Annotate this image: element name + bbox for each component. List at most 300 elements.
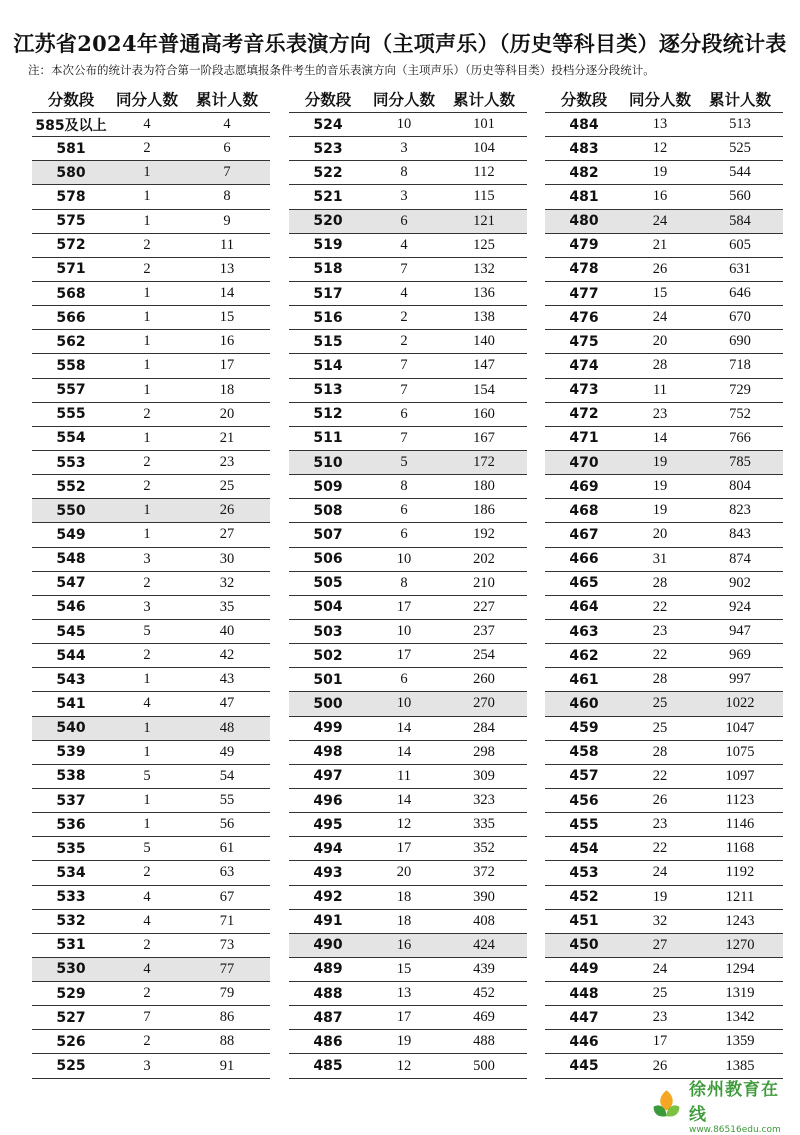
table-row bbox=[545, 619, 783, 643]
cumulative-count-cell: 16 bbox=[219, 333, 235, 350]
same-count-cell: 13 bbox=[652, 116, 668, 133]
score-column-3 bbox=[545, 88, 783, 1079]
leaf-logo-icon bbox=[648, 1086, 685, 1124]
score-cell: 557 bbox=[56, 382, 86, 399]
table-row bbox=[289, 595, 527, 619]
table-row bbox=[32, 233, 270, 257]
table-row bbox=[32, 860, 270, 884]
score-cell: 491 bbox=[313, 913, 343, 930]
same-count-cell: 2 bbox=[400, 309, 408, 326]
cumulative-count-cell: 584 bbox=[729, 212, 751, 229]
score-cell: 492 bbox=[313, 889, 343, 906]
table-row bbox=[32, 112, 270, 136]
same-count-cell: 3 bbox=[400, 140, 408, 157]
same-count-cell: 1 bbox=[143, 719, 151, 736]
score-cell: 512 bbox=[313, 406, 343, 423]
cumulative-count-cell: 1211 bbox=[725, 888, 755, 905]
score-cell: 451 bbox=[569, 913, 599, 930]
table-row bbox=[289, 305, 527, 329]
score-cell: 540 bbox=[56, 720, 86, 737]
table-row bbox=[289, 836, 527, 860]
score-cell: 456 bbox=[569, 792, 599, 809]
cumulative-count-cell: 766 bbox=[729, 429, 751, 446]
table-row bbox=[289, 233, 527, 257]
score-cell: 470 bbox=[569, 454, 599, 471]
same-count-cell: 6 bbox=[400, 502, 408, 519]
cumulative-count-cell: 1294 bbox=[725, 960, 755, 977]
same-count-cell: 23 bbox=[652, 816, 668, 833]
table-row bbox=[289, 909, 527, 933]
score-cell: 515 bbox=[313, 333, 343, 350]
watermark-url: www.86516edu.com bbox=[688, 1125, 781, 1135]
score-cell: 495 bbox=[313, 816, 343, 833]
same-count-cell: 19 bbox=[396, 1033, 412, 1050]
score-cell: 502 bbox=[313, 647, 343, 664]
same-count-cell: 21 bbox=[652, 236, 668, 253]
page-title: 江苏省2024年普通高考音乐表演方向（主项声乐）（历史等科目类）逐分段统计表 bbox=[13, 31, 787, 56]
table-row bbox=[289, 667, 527, 691]
table-row bbox=[545, 595, 783, 619]
same-count-cell: 12 bbox=[396, 1057, 412, 1074]
column-header bbox=[289, 88, 527, 110]
same-count-cell: 2 bbox=[143, 478, 151, 495]
same-count-cell: 10 bbox=[396, 695, 412, 712]
table-row bbox=[289, 1005, 527, 1029]
cumulative-count-cell: 1022 bbox=[725, 695, 755, 712]
table-row bbox=[32, 184, 270, 208]
header-score: 分数段 bbox=[560, 91, 608, 109]
same-count-cell: 26 bbox=[652, 792, 668, 808]
cumulative-count-cell: 298 bbox=[473, 743, 495, 760]
same-count-cell: 28 bbox=[652, 574, 668, 591]
same-count-cell: 17 bbox=[396, 840, 412, 857]
score-cell: 462 bbox=[569, 647, 599, 664]
cumulative-count-cell: 902 bbox=[729, 574, 751, 591]
same-count-cell: 7 bbox=[143, 1009, 151, 1026]
table-row bbox=[32, 136, 270, 160]
cumulative-count-cell: 73 bbox=[219, 936, 235, 953]
same-count-cell: 5 bbox=[143, 767, 151, 784]
same-count-cell: 17 bbox=[396, 598, 412, 615]
same-count-cell: 32 bbox=[652, 912, 668, 929]
table-row bbox=[32, 450, 270, 474]
same-count-cell: 10 bbox=[396, 623, 412, 640]
table-row bbox=[289, 281, 527, 305]
cumulative-count-cell: 136 bbox=[473, 285, 495, 302]
score-cell: 553 bbox=[56, 454, 86, 471]
table-row bbox=[289, 740, 527, 764]
same-count-cell: 15 bbox=[652, 285, 668, 302]
table-row bbox=[289, 329, 527, 353]
same-count-cell: 19 bbox=[652, 888, 668, 905]
cumulative-count-cell: 104 bbox=[473, 140, 495, 157]
same-count-cell: 26 bbox=[652, 260, 668, 277]
same-count-cell: 12 bbox=[652, 140, 668, 157]
table-row bbox=[545, 522, 783, 546]
cumulative-count-cell: 690 bbox=[729, 333, 751, 350]
cumulative-count-cell: 27 bbox=[219, 526, 235, 543]
table-row bbox=[289, 160, 527, 184]
same-count-cell: 8 bbox=[400, 164, 408, 181]
score-cell: 453 bbox=[569, 864, 599, 881]
score-cell: 497 bbox=[313, 768, 343, 785]
same-count-cell: 13 bbox=[396, 985, 412, 1002]
cumulative-count-cell: 32 bbox=[219, 574, 235, 591]
score-cell: 572 bbox=[56, 237, 86, 254]
table-row bbox=[32, 764, 270, 788]
score-cell: 549 bbox=[56, 526, 86, 543]
cumulative-count-cell: 874 bbox=[729, 550, 751, 567]
table-row bbox=[32, 1053, 270, 1077]
header-cumulative-count: 累计人数 bbox=[195, 91, 258, 109]
same-count-cell: 2 bbox=[143, 936, 151, 953]
cumulative-count-cell: 718 bbox=[729, 357, 751, 374]
table-row bbox=[289, 764, 527, 788]
table-row bbox=[545, 716, 783, 740]
cumulative-count-cell: 71 bbox=[219, 912, 235, 929]
table-row bbox=[32, 209, 270, 233]
cumulative-count-cell: 1359 bbox=[725, 1033, 755, 1050]
same-count-cell: 25 bbox=[652, 985, 668, 1002]
score-cell: 506 bbox=[313, 551, 343, 568]
table-row bbox=[289, 450, 527, 474]
table-row bbox=[32, 378, 270, 402]
cumulative-count-cell: 1146 bbox=[725, 816, 755, 833]
score-cell: 523 bbox=[313, 140, 343, 157]
cumulative-count-cell: 631 bbox=[729, 260, 751, 277]
cumulative-count-cell: 469 bbox=[473, 1009, 495, 1026]
same-count-cell: 12 bbox=[396, 816, 412, 833]
same-count-cell: 2 bbox=[143, 260, 151, 277]
same-count-cell: 18 bbox=[396, 912, 412, 929]
same-count-cell: 3 bbox=[143, 598, 151, 615]
score-cell: 507 bbox=[313, 526, 343, 543]
table-row bbox=[545, 305, 783, 329]
score-cell: 455 bbox=[569, 816, 599, 833]
same-count-cell: 17 bbox=[396, 647, 412, 664]
score-cell: 501 bbox=[313, 671, 343, 688]
score-cell: 477 bbox=[569, 285, 599, 302]
cumulative-count-cell: 147 bbox=[473, 357, 495, 374]
table-row bbox=[32, 1005, 270, 1029]
header-score: 分数段 bbox=[304, 91, 352, 109]
same-count-cell: 2 bbox=[143, 985, 151, 1002]
score-cell: 552 bbox=[56, 478, 86, 495]
score-cell: 568 bbox=[56, 285, 86, 302]
same-count-cell: 25 bbox=[652, 695, 668, 712]
score-cell: 496 bbox=[313, 792, 343, 809]
cumulative-count-cell: 785 bbox=[729, 454, 751, 471]
table-row bbox=[289, 691, 527, 715]
same-count-cell: 17 bbox=[652, 1033, 668, 1050]
score-cell: 517 bbox=[313, 285, 343, 302]
cumulative-count-cell: 115 bbox=[473, 188, 495, 205]
table-row bbox=[32, 885, 270, 909]
same-count-cell: 22 bbox=[652, 840, 668, 857]
same-count-cell: 24 bbox=[652, 212, 668, 229]
table-row bbox=[289, 257, 527, 281]
same-count-cell: 8 bbox=[400, 478, 408, 495]
cumulative-count-cell: 372 bbox=[473, 864, 495, 881]
same-count-cell: 1 bbox=[143, 526, 151, 543]
table-row bbox=[545, 402, 783, 426]
table-row bbox=[545, 909, 783, 933]
cumulative-count-cell: 49 bbox=[219, 743, 235, 760]
score-cell: 529 bbox=[56, 985, 86, 1002]
table-row bbox=[545, 450, 783, 474]
score-cell: 525 bbox=[56, 1058, 86, 1075]
score-cell: 460 bbox=[569, 695, 599, 712]
score-cell: 534 bbox=[56, 864, 86, 881]
table-row bbox=[32, 498, 270, 522]
table-row bbox=[289, 619, 527, 643]
cumulative-count-cell: 56 bbox=[219, 816, 235, 833]
cumulative-count-cell: 804 bbox=[729, 478, 751, 495]
same-count-cell: 27 bbox=[652, 936, 668, 953]
table-body bbox=[289, 112, 527, 1079]
same-count-cell: 7 bbox=[400, 260, 408, 277]
score-cell: 466 bbox=[569, 551, 599, 568]
score-cell: 474 bbox=[569, 357, 599, 374]
score-cell: 578 bbox=[56, 188, 86, 205]
table-body bbox=[32, 112, 270, 1079]
score-cell: 471 bbox=[569, 430, 599, 447]
table-row bbox=[545, 329, 783, 353]
cumulative-count-cell: 997 bbox=[729, 671, 751, 688]
cumulative-count-cell: 947 bbox=[729, 623, 751, 640]
cumulative-count-cell: 13 bbox=[219, 260, 235, 277]
watermark-text: 徐州教育在线 bbox=[688, 1080, 779, 1125]
same-count-cell: 6 bbox=[400, 405, 408, 422]
table-row bbox=[32, 160, 270, 184]
table-row bbox=[32, 619, 270, 643]
score-cell: 488 bbox=[313, 985, 343, 1002]
same-count-cell: 7 bbox=[400, 357, 408, 374]
score-cell: 500 bbox=[313, 695, 343, 712]
cumulative-count-cell: 138 bbox=[473, 309, 495, 326]
cumulative-count-cell: 646 bbox=[729, 285, 751, 302]
score-cell: 527 bbox=[56, 1009, 86, 1026]
score-cell: 531 bbox=[56, 937, 86, 954]
table-row bbox=[289, 547, 527, 571]
cumulative-count-cell: 101 bbox=[473, 116, 495, 133]
cumulative-count-cell: 180 bbox=[473, 478, 495, 495]
table-bottom-rule bbox=[289, 1078, 527, 1079]
cumulative-count-cell: 8 bbox=[223, 188, 231, 205]
table-row bbox=[289, 522, 527, 546]
same-count-cell: 1 bbox=[143, 309, 151, 326]
cumulative-count-cell: 42 bbox=[219, 647, 235, 664]
cumulative-count-cell: 1243 bbox=[725, 912, 755, 929]
table-row bbox=[289, 981, 527, 1005]
table-row bbox=[289, 571, 527, 595]
cumulative-count-cell: 488 bbox=[473, 1033, 495, 1050]
same-count-cell: 22 bbox=[652, 647, 668, 664]
cumulative-count-cell: 15 bbox=[219, 309, 235, 326]
table-row bbox=[32, 1029, 270, 1053]
same-count-cell: 6 bbox=[400, 671, 408, 688]
table-row bbox=[32, 740, 270, 764]
table-row bbox=[545, 860, 783, 884]
cumulative-count-cell: 112 bbox=[473, 164, 495, 181]
table-row bbox=[32, 812, 270, 836]
table-row bbox=[32, 305, 270, 329]
table-row bbox=[289, 933, 527, 957]
same-count-cell: 19 bbox=[652, 164, 668, 181]
score-cell: 550 bbox=[56, 502, 86, 519]
same-count-cell: 5 bbox=[400, 454, 408, 471]
column-header bbox=[545, 88, 783, 110]
table-row bbox=[545, 571, 783, 595]
cumulative-count-cell: 9 bbox=[223, 212, 231, 229]
same-count-cell: 1 bbox=[143, 816, 151, 833]
score-cell: 580 bbox=[56, 164, 86, 181]
score-cell: 482 bbox=[569, 164, 599, 181]
table-row bbox=[289, 426, 527, 450]
table-row bbox=[32, 957, 270, 981]
table-bottom-rule bbox=[32, 1078, 270, 1079]
cumulative-count-cell: 35 bbox=[219, 598, 235, 615]
cumulative-count-cell: 408 bbox=[473, 912, 495, 929]
table-row bbox=[289, 209, 527, 233]
score-cell: 485 bbox=[313, 1058, 343, 1075]
same-count-cell: 3 bbox=[143, 550, 151, 567]
table-row bbox=[289, 957, 527, 981]
same-count-cell: 1 bbox=[143, 285, 151, 302]
score-cell: 575 bbox=[56, 213, 86, 230]
score-column-1 bbox=[32, 88, 270, 1079]
table-body bbox=[545, 112, 783, 1079]
table-row bbox=[32, 571, 270, 595]
table-row bbox=[545, 764, 783, 788]
score-cell: 544 bbox=[56, 647, 86, 664]
same-count-cell: 4 bbox=[143, 912, 151, 929]
cumulative-count-cell: 439 bbox=[473, 960, 495, 977]
cumulative-count-cell: 1097 bbox=[725, 767, 755, 784]
table-row bbox=[32, 716, 270, 740]
cumulative-count-cell: 61 bbox=[219, 840, 235, 857]
table-row bbox=[545, 691, 783, 715]
same-count-cell: 3 bbox=[400, 188, 408, 205]
table-row bbox=[545, 233, 783, 257]
score-cell: 468 bbox=[569, 502, 599, 519]
score-cell: 585及以上 bbox=[35, 117, 107, 134]
same-count-cell: 7 bbox=[400, 381, 408, 398]
cumulative-count-cell: 843 bbox=[729, 526, 751, 543]
table-row bbox=[32, 474, 270, 498]
table-note: 注：本次公布的统计表为符合第一阶段志愿填报条件考生的音乐表演方向（主项声乐）（历史等科目类）投档分逐分段统计。 bbox=[28, 63, 655, 77]
same-count-cell: 5 bbox=[143, 840, 151, 857]
score-cell: 514 bbox=[313, 357, 343, 374]
cumulative-count-cell: 121 bbox=[473, 212, 495, 229]
table-row bbox=[545, 547, 783, 571]
cumulative-count-cell: 352 bbox=[473, 840, 495, 857]
score-cell: 480 bbox=[569, 213, 599, 230]
table-row bbox=[545, 836, 783, 860]
score-cell: 452 bbox=[569, 889, 599, 906]
same-count-cell: 19 bbox=[652, 454, 668, 471]
same-count-cell: 20 bbox=[396, 864, 412, 881]
table-row bbox=[545, 1005, 783, 1029]
same-count-cell: 2 bbox=[143, 140, 151, 157]
score-cell: 566 bbox=[56, 309, 86, 326]
cumulative-count-cell: 924 bbox=[729, 598, 751, 615]
same-count-cell: 1 bbox=[143, 502, 151, 519]
cumulative-count-cell: 202 bbox=[473, 550, 495, 567]
score-cell: 498 bbox=[313, 744, 343, 761]
same-count-cell: 1 bbox=[143, 381, 151, 398]
cumulative-count-cell: 160 bbox=[473, 405, 495, 422]
same-count-cell: 2 bbox=[143, 1033, 151, 1050]
cumulative-count-cell: 335 bbox=[473, 816, 495, 833]
cumulative-count-cell: 605 bbox=[729, 236, 751, 253]
score-cell: 446 bbox=[569, 1033, 599, 1050]
table-row bbox=[289, 136, 527, 160]
table-row bbox=[289, 402, 527, 426]
table-row bbox=[289, 184, 527, 208]
same-count-cell: 2 bbox=[143, 647, 151, 664]
table-row bbox=[545, 885, 783, 909]
same-count-cell: 2 bbox=[143, 574, 151, 591]
score-cell: 508 bbox=[313, 502, 343, 519]
table-row bbox=[289, 378, 527, 402]
score-cell: 465 bbox=[569, 575, 599, 592]
table-row bbox=[545, 933, 783, 957]
header-same-count: 同分人数 bbox=[372, 91, 435, 109]
score-cell: 448 bbox=[569, 985, 599, 1002]
cumulative-count-cell: 452 bbox=[473, 985, 495, 1002]
score-cell: 558 bbox=[56, 357, 86, 374]
table-row bbox=[545, 474, 783, 498]
score-cell: 486 bbox=[313, 1033, 343, 1050]
score-cell: 539 bbox=[56, 744, 86, 761]
table-row bbox=[32, 836, 270, 860]
table-row bbox=[289, 885, 527, 909]
table-row bbox=[289, 1053, 527, 1077]
header-cumulative-count: 累计人数 bbox=[708, 91, 771, 109]
watermark-logo bbox=[648, 1080, 794, 1135]
score-cell: 533 bbox=[56, 889, 86, 906]
table-row bbox=[545, 378, 783, 402]
same-count-cell: 22 bbox=[652, 767, 668, 784]
cumulative-count-cell: 14 bbox=[219, 285, 235, 302]
table-row bbox=[545, 160, 783, 184]
score-cell: 511 bbox=[313, 430, 343, 447]
table-row bbox=[545, 788, 783, 812]
cumulative-count-cell: 67 bbox=[219, 888, 235, 905]
cumulative-count-cell: 323 bbox=[473, 792, 495, 808]
table-row bbox=[545, 136, 783, 160]
cumulative-count-cell: 309 bbox=[473, 767, 495, 784]
table-row bbox=[32, 353, 270, 377]
same-count-cell: 14 bbox=[396, 743, 412, 760]
cumulative-count-cell: 6 bbox=[223, 140, 231, 157]
score-cell: 519 bbox=[313, 237, 343, 254]
table-row bbox=[545, 257, 783, 281]
table-row bbox=[32, 402, 270, 426]
score-cell: 530 bbox=[56, 961, 86, 978]
same-count-cell: 7 bbox=[400, 429, 408, 446]
score-cell: 478 bbox=[569, 261, 599, 278]
score-cell: 475 bbox=[569, 333, 599, 350]
cumulative-count-cell: 752 bbox=[729, 405, 751, 422]
same-count-cell: 1 bbox=[143, 743, 151, 760]
score-cell: 445 bbox=[569, 1058, 599, 1075]
same-count-cell: 23 bbox=[652, 623, 668, 640]
cumulative-count-cell: 30 bbox=[219, 550, 235, 567]
cumulative-count-cell: 1075 bbox=[725, 743, 755, 760]
cumulative-count-cell: 1319 bbox=[725, 985, 755, 1002]
